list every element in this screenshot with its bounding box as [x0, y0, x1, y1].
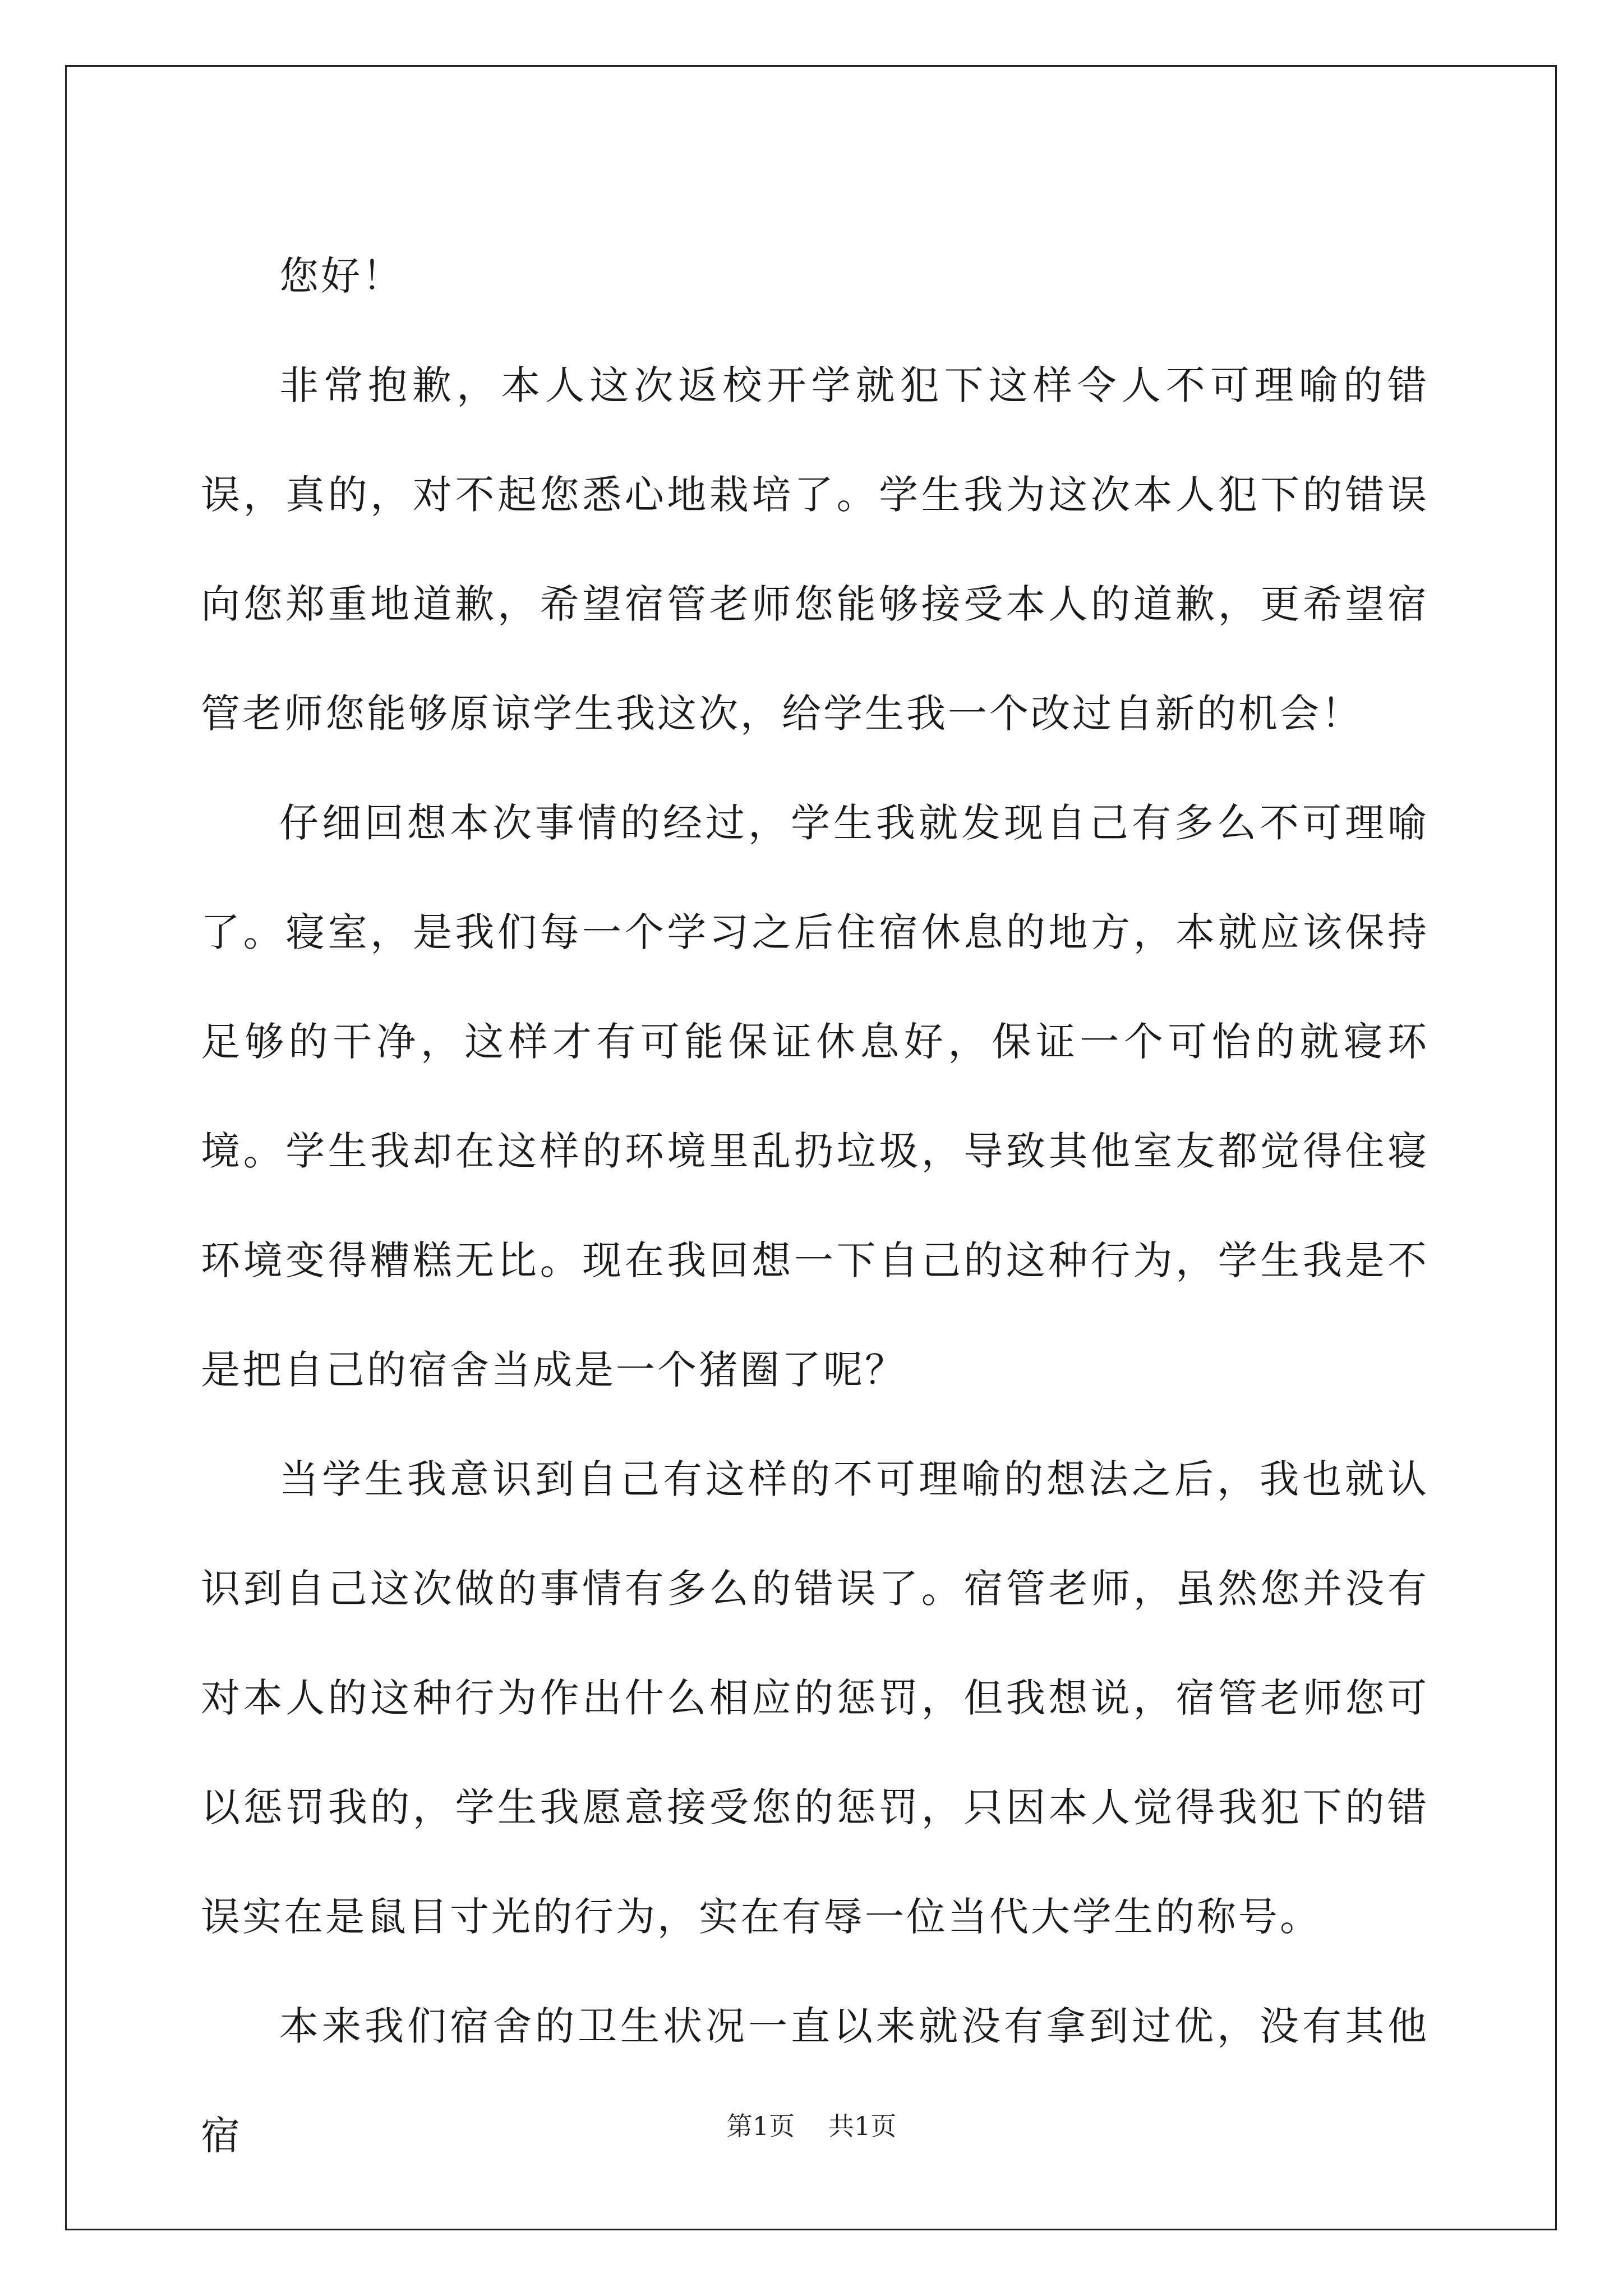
page-total: 共1页: [828, 2111, 897, 2141]
document-body: [201, 222, 1429, 2191]
page-number: 第1页: [726, 2111, 795, 2141]
paragraph-apology: 非常抱歉，本人这次返校开学就犯下这样令人不可理喻的错误，真的，对不起您悉心地栽培了。学生我为这次本人犯下的错误向您郑重地道歉，希望宿管老师您能够接受本人的道歉，更希望宿管老师您能够原谅学生我这次，给学生我一个改过自新的机会！: [201, 362, 1429, 737]
paragraph-dorm-hygiene: 本来我们宿舍的卫生状况一直以来就没有拿到过优，没有其他宿: [201, 2003, 1429, 2159]
paragraph-realization: 当学生我意识到自己有这样的不可理喻的想法之后，我也就认识到自己这次做的事情有多么的错误了。宿管老师，虽然您并没有对本人的这种行为作出什么相应的惩罚，但我想说，宿管老师您可以惩罚我的，学生我愿意接受您的惩罚，只因本人觉得我犯下的错误实在是鼠目寸光的行为，实在有辱一位当代大学生的称号。: [201, 1456, 1429, 1940]
page-footer: [0, 2109, 1623, 2143]
paragraph-reflection: 仔细回想本次事情的经过，学生我就发现自己有多么不可理喻了。寝室，是我们每一个学习之后住宿休息的地方，本就应该保持足够的干净，这样才有可能保证休息好，保证一个可怡的就寝环境。学生我却在这样的环境里乱扔垃圾，导致其他室友都觉得住寝环境变得糟糕无比。现在我回想一下自己的这种行为，学生我是不是把自己的宿舍当成是一个猪圈了呢？: [201, 800, 1429, 1393]
paragraph-greeting: 您好！: [279, 253, 404, 299]
